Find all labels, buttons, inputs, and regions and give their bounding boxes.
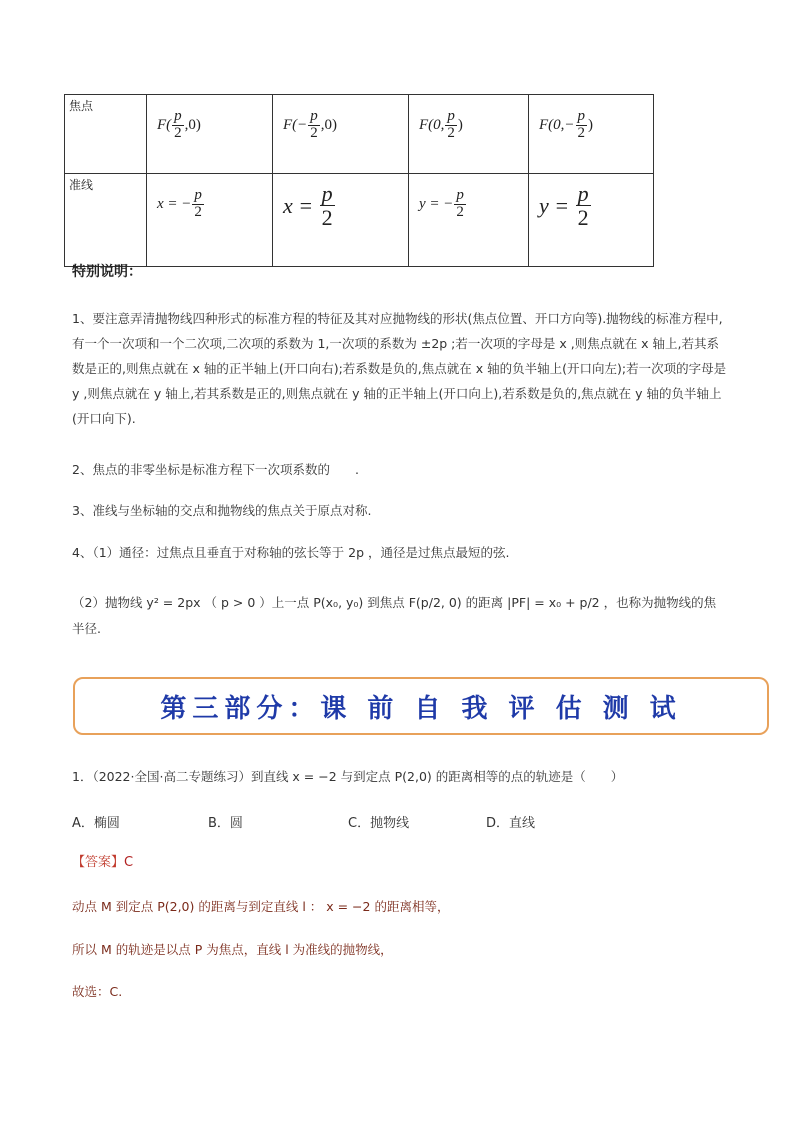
focus-cell [409, 95, 529, 174]
note-paragraph-3: 3、准线与坐标轴的交点和抛物线的焦点关于原点对称. [72, 503, 372, 518]
directrix-cell [147, 174, 273, 267]
directrix-cell [273, 174, 409, 267]
note-paragraph-5: （2）抛物线 y² = 2px （ p > 0 ）上一点 P(x₀, y₀) 到焦点 F(p/2, 0) 的距离 |PF| = x₀ + p/2 ，也称为抛物线的焦半径. [72, 595, 717, 636]
note-paragraph-2: 2、焦点的非零坐标是标准方程下一次项系数的 . [72, 462, 359, 477]
question-stem: 1．（2022·全国·高二专题练习）到直线 x = −2 与到定点 P(2,0) 的距离相等的点的轨迹是（ ） [72, 769, 624, 784]
option-b: B．圆 [208, 816, 243, 831]
parabola-table [64, 94, 654, 267]
directrix-formula: x = $\frac{p}{2}$ [283, 181, 333, 231]
focus-cell [273, 95, 409, 174]
option-c: C．抛物线 [348, 816, 410, 831]
directrix-formula: y = $\frac{p}{2}$ [539, 181, 589, 231]
directrix-cell [529, 174, 654, 267]
directrix-formula: x = − $\frac{p}{2}$ [157, 187, 202, 220]
focus-row [65, 95, 654, 174]
answer-label: 【答案】 [72, 855, 125, 870]
row-label-directrix: 准线 [65, 174, 147, 267]
section-banner [73, 677, 769, 735]
directrix-row [65, 174, 654, 267]
focus-formula: F(0,− $\frac{p}{2}$ ) [539, 108, 594, 141]
note-paragraph-1: 1、要注意弄清抛物线四种形式的标准方程的特征及其对应抛物线的形状(焦点位置、开口方向等).抛物线的标准方程中,有一个一次项和一个二次项,二次项的系数为 1,一次项的系数为 ±2p ;若一次项的字母是 x ,则焦点就在 x 轴上,若其系数是正的,则焦点就在 x 轴的正半轴上(开口向右);若系数是负的,焦点就在 x 轴的负半轴上(开口向左);若一次项的字母是 y ,则焦点就在 y 轴上,若其系数是正的,则焦点就在 y 轴的正半轴上(开口向上),若系数是负的,焦点就在 y 轴的负半轴上(开口向下). [72, 311, 727, 426]
focus-formula: F(− $\frac{p}{2}$ ,0) [283, 108, 338, 141]
notes-title: 特别说明： [72, 264, 142, 280]
focus-formula: F(0, $\frac{p}{2}$ ) [419, 108, 463, 141]
option-a: A．椭圆 [72, 816, 120, 831]
section-title: 第三部分：课 前 自 我 评 估 测 试 [160, 693, 682, 724]
solution-line-1: 动点 M 到定点 P(2,0) 的距离与到定直线 l ： x = −2 的距离相等， [72, 899, 450, 914]
answer-value: C [124, 855, 134, 870]
solution-line-2: 所以 M 的轨迹是以点 P 为焦点，直线 l 为准线的抛物线， [72, 942, 393, 957]
focus-cell [529, 95, 654, 174]
focus-formula: F( $\frac{p}{2}$ ,0) [157, 108, 201, 141]
answer-line [72, 851, 133, 870]
solution-line-3: 故选：C. [72, 984, 123, 999]
focus-cell [147, 95, 273, 174]
row-label-focus: 焦点 [65, 95, 147, 174]
directrix-cell [409, 174, 529, 267]
note-paragraph-4: 4、（1）通径：过焦点且垂直于对称轴的弦长等于 2p ，通径是过焦点最短的弦. [72, 545, 510, 560]
directrix-formula: y = − $\frac{p}{2}$ [419, 187, 464, 220]
option-d: D．直线 [486, 816, 536, 831]
